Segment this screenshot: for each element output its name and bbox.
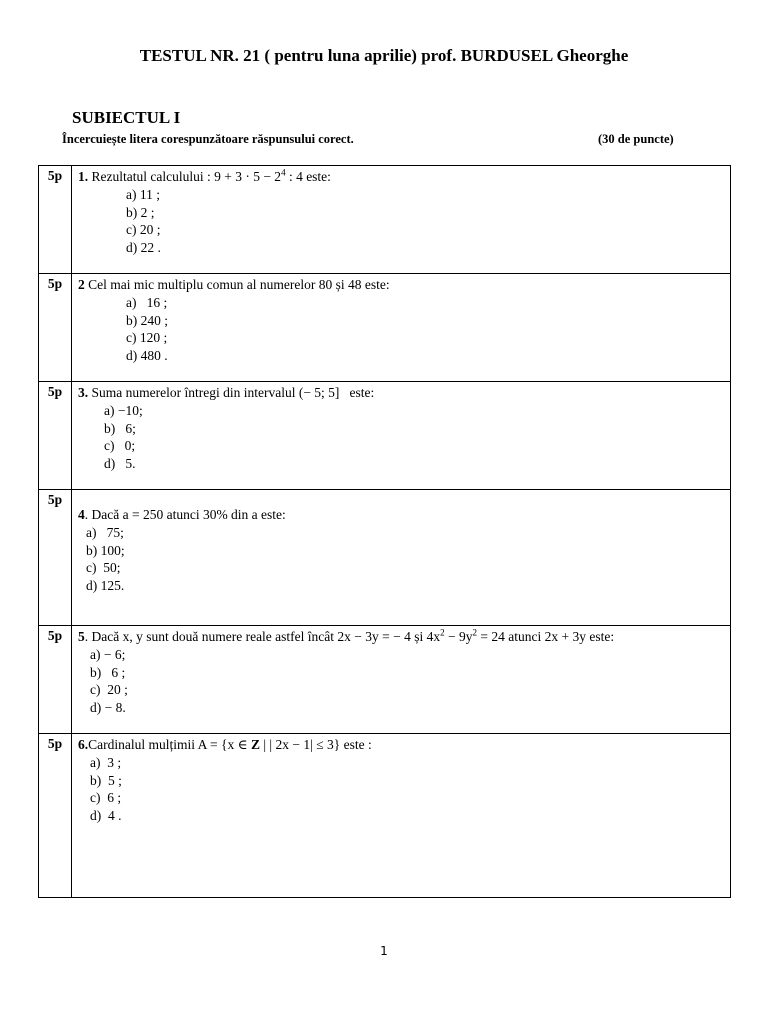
answer-option[interactable]: b) 5 ; [90, 772, 122, 788]
question-row [39, 382, 731, 490]
question-row [39, 274, 731, 382]
question-text: 6.Cardinalul mulțimii A = {x ∈ Z | | 2x − 1| ≤ 3} este : [78, 737, 372, 752]
question-row [39, 166, 731, 274]
question-text: 1. Rezultatul calculului : $9 + 3 \cdot 5 - 2^4$ : 4 este: [78, 167, 331, 184]
question-body [72, 490, 731, 626]
answer-option[interactable]: c) 0; [104, 438, 136, 454]
answer-option[interactable]: d) 125. [86, 578, 125, 594]
question-points: 5p [39, 382, 72, 490]
answer-option[interactable]: d) 5. [104, 456, 136, 472]
question-text: 5. Dacă x, y sunt două numere reale astfel încât 2x − 3y = − 4 și $4x^2 - 9y^2 = 24$ atunci 2x + 3y este: [78, 627, 615, 644]
question-row [39, 490, 731, 626]
question-text: 2 Cel mai mic multiplu comun al numerelor 80 și 48 este: [78, 277, 390, 292]
answer-option[interactable]: c) 50; [86, 560, 121, 576]
answer-option[interactable]: b) 240 ; [126, 312, 168, 328]
answer-option[interactable]: a) 75; [86, 524, 124, 540]
answer-option[interactable]: c) 120 ; [126, 330, 168, 346]
question-body [72, 734, 731, 898]
question-text: 4. Dacă a = 250 atunci 30% din a este: [78, 507, 286, 522]
question-body [72, 274, 731, 382]
answer-option[interactable]: b) 2 ; [126, 204, 155, 220]
answer-option[interactable]: d) 22 . [126, 240, 161, 256]
question-number: 3. [78, 385, 89, 400]
question-number: 4 [78, 507, 85, 522]
answer-option[interactable]: d) − 8. [90, 700, 126, 716]
answer-option[interactable]: b) 6; [104, 420, 136, 436]
page-number: 1 [380, 944, 388, 958]
instruction-text: Încercuiește litera corespunzătoare răspunsului corect. [62, 132, 354, 146]
subject-heading: SUBIECTUL I [72, 108, 181, 127]
answer-option[interactable]: c) 6 ; [90, 790, 122, 806]
questions-table [38, 165, 731, 898]
answer-option[interactable]: c) 20 ; [90, 682, 128, 698]
answer-option[interactable]: b) 100; [86, 542, 125, 558]
question-number: 6. [78, 737, 89, 752]
question-points: 5p [39, 490, 72, 626]
answer-option[interactable]: b) 6 ; [90, 664, 126, 680]
question-row [39, 626, 731, 734]
question-points: 5p [39, 166, 72, 274]
question-number: 1. [78, 169, 89, 184]
answer-option[interactable]: a) − 6; [90, 646, 126, 662]
document-title: TESTUL NR. 21 ( pentru luna aprilie) prof. BURDUSEL Gheorghe [139, 46, 629, 65]
answer-option[interactable]: a) 3 ; [90, 754, 122, 770]
question-number: 2 [78, 277, 85, 292]
answer-option[interactable]: a) 16 ; [126, 294, 168, 310]
question-points: 5p [39, 274, 72, 382]
answer-option[interactable]: c) 20 ; [126, 222, 161, 238]
question-row [39, 734, 731, 898]
question-body [72, 166, 731, 274]
answer-option[interactable]: a) 11 ; [126, 186, 160, 202]
question-text: 3. Suma numerelor întregi din intervalul (− 5; 5] este: [78, 385, 375, 400]
total-points: (30 de puncte) [598, 132, 674, 146]
answer-option[interactable]: d) 4 . [90, 808, 122, 824]
question-points: 5p [39, 734, 72, 898]
question-body [72, 382, 731, 490]
answer-option[interactable]: a) −10; [104, 402, 143, 418]
question-points: 5p [39, 626, 72, 734]
question-body [72, 626, 731, 734]
question-number: 5 [78, 629, 85, 644]
answer-option[interactable]: d) 480 . [126, 348, 168, 364]
